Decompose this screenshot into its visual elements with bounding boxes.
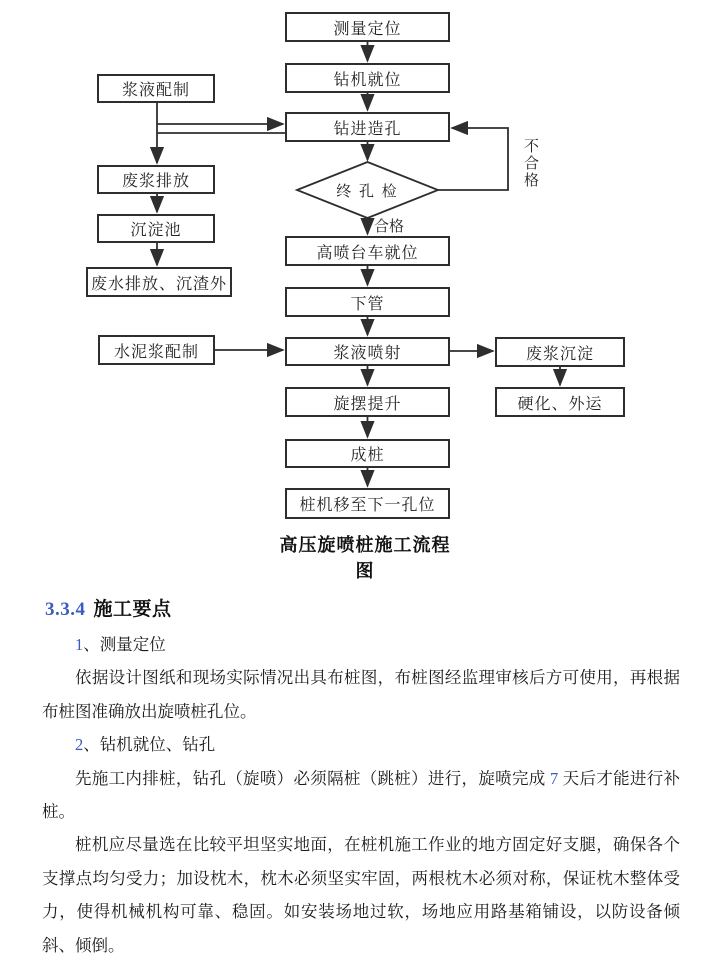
flow-label-pass: 合格 xyxy=(374,219,405,235)
flow-node-sedimentation-tank: 沉淀池 xyxy=(97,214,215,243)
item2-body-after: 天后才能进行补桩。 xyxy=(42,768,681,822)
flow-node-move-to-next-hole: 桩机移至下一孔位 xyxy=(285,488,450,519)
section-body xyxy=(42,628,680,962)
para-item1-title xyxy=(42,628,680,661)
item2-title-text: 、钻机就位、钻孔 xyxy=(83,735,216,755)
flow-label-fail: 不合格 xyxy=(522,138,538,189)
flow-node-harden-transport: 硬化、外运 xyxy=(495,387,625,417)
flowchart-caption: 高压旋喷桩施工流程图 xyxy=(279,535,451,581)
flow-node-pile-formed: 成桩 xyxy=(285,439,450,468)
flow-node-wastewater-discharge: 废水排放、沉渣外 xyxy=(86,267,232,297)
flow-node-survey-positioning: 测量定位 xyxy=(285,12,450,42)
flow-node-slurry-preparation: 浆液配制 xyxy=(97,74,215,103)
flow-node-drilling-hole: 钻进造孔 xyxy=(285,112,450,142)
para-item2-body xyxy=(42,762,680,829)
para-item2-title xyxy=(42,728,680,761)
item2-body-number: 7 xyxy=(550,768,559,788)
section-heading-title: 施工要点 xyxy=(93,599,172,620)
flow-node-jet-trolley-in-place: 高喷台车就位 xyxy=(285,236,450,266)
flow-node-waste-slurry-discharge: 废浆排放 xyxy=(97,165,215,194)
flow-decision-final-hole-check: 终 孔 检 xyxy=(336,183,399,200)
item1-number: 1 xyxy=(75,635,84,654)
item1-title-text: 、测量定位 xyxy=(83,635,166,654)
flow-node-rotary-lift: 旋摆提升 xyxy=(285,387,450,417)
section-heading-number: 3.3.4 xyxy=(45,599,86,620)
para-item1-body: 依据设计图纸和现场实际情况出具布桩图，布桩图经监理审核后方可使用，再根据布桩图准确放出旋喷桩孔位。 xyxy=(42,668,680,721)
flow-node-lower-pipe: 下管 xyxy=(285,287,450,317)
flow-node-drill-rig-in-place: 钻机就位 xyxy=(285,63,450,93)
section-heading xyxy=(45,594,172,621)
flow-node-waste-slurry-sedimentation: 废浆沉淀 xyxy=(495,337,625,367)
item2-body-before: 先施工内排桩，钻孔（旋喷）必须隔桩（跳桩）进行，旋喷完成 xyxy=(75,768,550,788)
flow-node-grout-jetting: 浆液喷射 xyxy=(285,337,450,366)
flow-node-cement-slurry-preparation: 水泥浆配制 xyxy=(98,335,215,365)
item2-number: 2 xyxy=(75,735,84,755)
para-item2-body2: 桩机应尽量选在比较平坦坚实地面，在桩机施工作业的地方固定好支腿，确保各个支撑点均匀受力；加设枕木，枕木必须坚实牢固，两根枕木必须对称，保证枕木整体受力，使得机械机构可靠、稳固。如安装场地过软，场地应用路基箱铺设，以防设备倾斜、倾倒。 xyxy=(42,835,680,955)
